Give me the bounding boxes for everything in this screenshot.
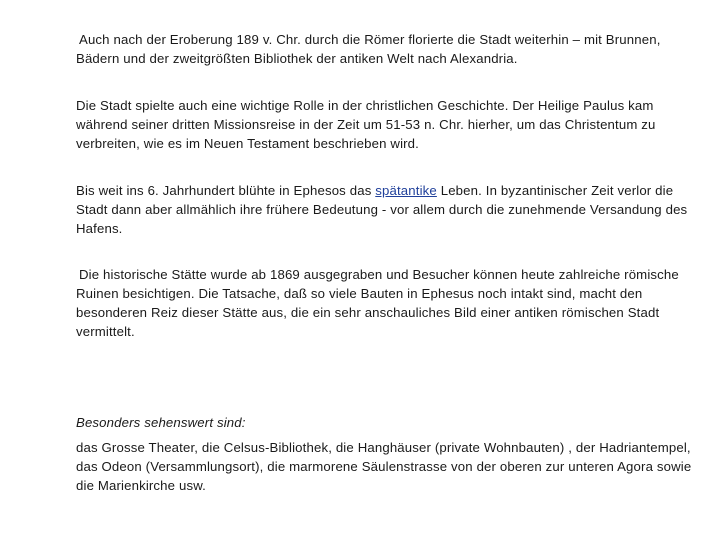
spaetantike-link[interactable]: spätantike (375, 183, 437, 198)
paragraph-christian-history: Die Stadt spielte auch eine wichtige Rolle in der christlichen Geschichte. Der Heilige Paulus kam während seiner dritten Missionsreise in der Zeit um 51-53 n. Chr. hierher, um das Christentum zu verbreiten, wie es im Neuen Testament beschrieben wird. (76, 98, 656, 151)
paragraph-late-antiquity-text-start: Bis weit ins 6. Jahrhundert blühte in Ephesos das (76, 183, 376, 198)
paragraph-roman-conquest: Auch nach der Eroberung 189 v. Chr. durch die Römer florierte die Stadt weiterhin – mit Brunnen, Bädern und der zweitgrößten Bibliothek der antiken Welt nach Alexandria. (76, 32, 661, 66)
highlights-list: das Grosse Theater, die Celsus-Bibliothek, die Hanghäuser (private Wohnbauten) , der Hadriantempel, das Odeon (Versammlungsort), die marmorene Säulenstrasse von der oberen zur unteren Agora sowie die Marienkirche usw. (76, 440, 692, 493)
highlights-heading: Besonders sehenswert sind: (76, 415, 246, 430)
paragraph-excavation: Die historische Stätte wurde ab 1869 ausgegraben und Besucher können heute zahlreiche römische Ruinen besichtigen. Die Tatsache, daß so viele Bauten in Ephesus noch intakt sind, macht den besonderen Reiz dieser Stätte aus, die ein sehr anschauliches Bild einer antiken römischen Stadt vermittelt. (76, 267, 679, 339)
paragraph-late-antiquity (76, 181, 696, 238)
paragraph-late-antiquity-text-end: Leben. In byzantinischer Zeit verlor die Stadt dann aber allmählich ihre frühere Bedeutung - vor allem durch die zunehmende Versandung des Hafens. (76, 183, 688, 236)
